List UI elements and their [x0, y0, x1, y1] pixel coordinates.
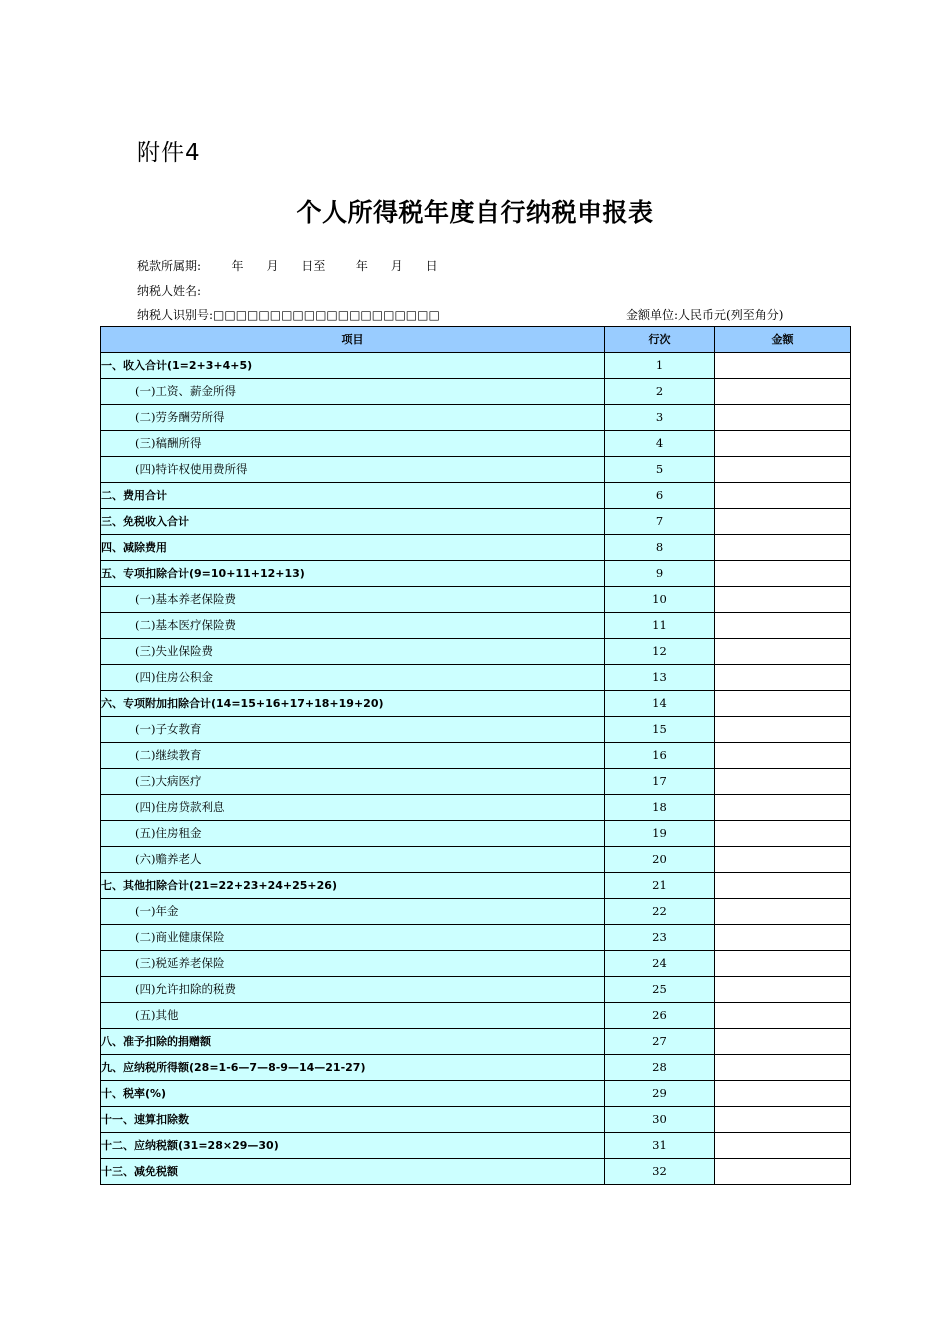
row-line-number: 26: [605, 1003, 715, 1029]
row-item-label: (四)允许扣除的税费: [101, 977, 605, 1003]
row-amount-field[interactable]: [715, 977, 851, 1003]
row-line-number: 9: [605, 561, 715, 587]
form-title: 个人所得税年度自行纳税申报表: [296, 198, 654, 227]
row-item-label: (一)工资、薪金所得: [101, 379, 605, 405]
table-row: [101, 821, 851, 847]
row-line-number: 1: [605, 353, 715, 379]
row-item-label: 十一、速算扣除数: [101, 1107, 605, 1133]
row-item-label: (五)其他: [101, 1003, 605, 1029]
row-amount-field[interactable]: [715, 691, 851, 717]
table-row: [101, 457, 851, 483]
row-amount-field[interactable]: [715, 899, 851, 925]
table-row: [101, 535, 851, 561]
row-line-number: 30: [605, 1107, 715, 1133]
row-line-number: 27: [605, 1029, 715, 1055]
row-amount-field[interactable]: [715, 795, 851, 821]
row-item-label: (五)住房租金: [101, 821, 605, 847]
row-amount-field[interactable]: [715, 587, 851, 613]
row-amount-field[interactable]: [715, 1055, 851, 1081]
table-row: [101, 405, 851, 431]
attachment-label: 附件4: [137, 140, 201, 166]
row-amount-field[interactable]: [715, 639, 851, 665]
table-row: [101, 951, 851, 977]
row-line-number: 14: [605, 691, 715, 717]
row-item-label: (二)继续教育: [101, 743, 605, 769]
table-row: [101, 353, 851, 379]
row-amount-field[interactable]: [715, 665, 851, 691]
row-line-number: 4: [605, 431, 715, 457]
table-row: [101, 769, 851, 795]
table-row: [101, 1107, 851, 1133]
row-amount-field[interactable]: [715, 847, 851, 873]
row-line-number: 22: [605, 899, 715, 925]
table-row: [101, 1003, 851, 1029]
row-item-label: (三)税延养老保险: [101, 951, 605, 977]
taxpayer-id-line: 纳税人识别号:□□□□□□□□□□□□□□□□□□□□: [137, 308, 440, 322]
row-item-label: (二)商业健康保险: [101, 925, 605, 951]
row-amount-field[interactable]: [715, 1081, 851, 1107]
row-line-number: 19: [605, 821, 715, 847]
row-amount-field[interactable]: [715, 743, 851, 769]
amount-unit-note: 金额单位:人民币元(列至角分): [626, 308, 784, 322]
header-line-no: 行次: [605, 327, 715, 353]
table-row: [101, 717, 851, 743]
row-line-number: 25: [605, 977, 715, 1003]
table-row: [101, 509, 851, 535]
row-item-label: 二、费用合计: [101, 483, 605, 509]
header-item: 项目: [101, 327, 605, 353]
row-item-label: 十三、减免税额: [101, 1159, 605, 1185]
row-item-label: 六、专项附加扣除合计(14=15+16+17+18+19+20): [101, 691, 605, 717]
row-line-number: 16: [605, 743, 715, 769]
row-amount-field[interactable]: [715, 873, 851, 899]
row-line-number: 12: [605, 639, 715, 665]
row-amount-field[interactable]: [715, 1029, 851, 1055]
row-line-number: 3: [605, 405, 715, 431]
row-line-number: 32: [605, 1159, 715, 1185]
row-line-number: 2: [605, 379, 715, 405]
row-amount-field[interactable]: [715, 483, 851, 509]
table-row: [101, 483, 851, 509]
row-amount-field[interactable]: [715, 405, 851, 431]
row-item-label: 三、免税收入合计: [101, 509, 605, 535]
row-amount-field[interactable]: [715, 769, 851, 795]
table-row: [101, 873, 851, 899]
table-row: [101, 379, 851, 405]
row-item-label: (一)年金: [101, 899, 605, 925]
row-item-label: 十、税率(%): [101, 1081, 605, 1107]
row-item-label: (二)劳务酬劳所得: [101, 405, 605, 431]
table-header-row: [101, 327, 851, 353]
table-row: [101, 899, 851, 925]
row-amount-field[interactable]: [715, 613, 851, 639]
table-row: [101, 639, 851, 665]
row-item-label: (六)赡养老人: [101, 847, 605, 873]
table-row: [101, 1081, 851, 1107]
row-amount-field[interactable]: [715, 561, 851, 587]
row-line-number: 29: [605, 1081, 715, 1107]
row-line-number: 13: [605, 665, 715, 691]
row-line-number: 20: [605, 847, 715, 873]
row-item-label: (四)特许权使用费所得: [101, 457, 605, 483]
row-line-number: 21: [605, 873, 715, 899]
row-line-number: 18: [605, 795, 715, 821]
row-line-number: 7: [605, 509, 715, 535]
row-item-label: (三)大病医疗: [101, 769, 605, 795]
table-row: [101, 613, 851, 639]
table-row: [101, 587, 851, 613]
row-amount-field[interactable]: [715, 821, 851, 847]
tax-period-line: 税款所属期: 年 月 日至 年 月 日: [137, 259, 438, 273]
row-line-number: 8: [605, 535, 715, 561]
table-row: [101, 1055, 851, 1081]
row-item-label: 五、专项扣除合计(9=10+11+12+13): [101, 561, 605, 587]
row-amount-field[interactable]: [715, 951, 851, 977]
table-row: [101, 977, 851, 1003]
row-item-label: 四、减除费用: [101, 535, 605, 561]
row-line-number: 31: [605, 1133, 715, 1159]
row-item-label: 八、准予扣除的捐赠额: [101, 1029, 605, 1055]
row-line-number: 10: [605, 587, 715, 613]
row-item-label: (四)住房贷款利息: [101, 795, 605, 821]
header-amount: 金额: [715, 327, 851, 353]
row-item-label: 七、其他扣除合计(21=22+23+24+25+26): [101, 873, 605, 899]
table-row: [101, 431, 851, 457]
row-line-number: 15: [605, 717, 715, 743]
row-amount-field[interactable]: [715, 509, 851, 535]
row-item-label: (二)基本医疗保险费: [101, 613, 605, 639]
row-amount-field[interactable]: [715, 353, 851, 379]
row-amount-field[interactable]: [715, 535, 851, 561]
table-row: [101, 925, 851, 951]
row-line-number: 23: [605, 925, 715, 951]
table-row: [101, 1159, 851, 1185]
tax-return-table: [100, 326, 851, 1185]
row-amount-field[interactable]: [715, 1133, 851, 1159]
row-item-label: (三)稿酬所得: [101, 431, 605, 457]
row-amount-field[interactable]: [715, 717, 851, 743]
row-item-label: (一)基本养老保险费: [101, 587, 605, 613]
table-row: [101, 561, 851, 587]
row-line-number: 17: [605, 769, 715, 795]
row-line-number: 28: [605, 1055, 715, 1081]
row-line-number: 5: [605, 457, 715, 483]
table-row: [101, 1029, 851, 1055]
row-amount-field[interactable]: [715, 925, 851, 951]
table-row: [101, 847, 851, 873]
taxpayer-name-line: 纳税人姓名:: [137, 284, 202, 298]
row-amount-field[interactable]: [715, 457, 851, 483]
row-line-number: 6: [605, 483, 715, 509]
row-item-label: (一)子女教育: [101, 717, 605, 743]
row-amount-field[interactable]: [715, 1107, 851, 1133]
table-row: [101, 743, 851, 769]
row-item-label: (三)失业保险费: [101, 639, 605, 665]
row-amount-field[interactable]: [715, 1003, 851, 1029]
table-row: [101, 1133, 851, 1159]
row-amount-field[interactable]: [715, 431, 851, 457]
row-item-label: 九、应纳税所得额(28=1-6—7—8-9—14—21-27): [101, 1055, 605, 1081]
row-line-number: 24: [605, 951, 715, 977]
row-item-label: 一、收入合计(1=2+3+4+5): [101, 353, 605, 379]
table-row: [101, 691, 851, 717]
row-amount-field[interactable]: [715, 379, 851, 405]
row-amount-field[interactable]: [715, 1159, 851, 1185]
table-row: [101, 665, 851, 691]
row-line-number: 11: [605, 613, 715, 639]
table-row: [101, 795, 851, 821]
row-item-label: (四)住房公积金: [101, 665, 605, 691]
row-item-label: 十二、应纳税额(31=28×29—30): [101, 1133, 605, 1159]
